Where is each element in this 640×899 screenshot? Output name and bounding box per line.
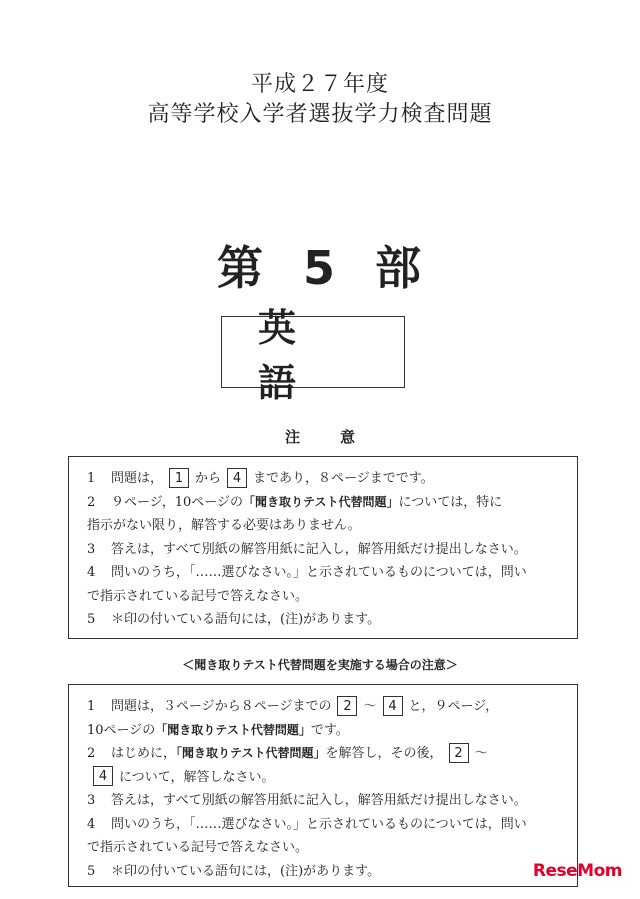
- exam-title: 高等学校入学者選抜学力検査問題: [147, 102, 493, 127]
- notice-item: 1 問題は， 1 から 4 まであり，８ページまでです。: [87, 467, 563, 491]
- alt-notice-item: 2 はじめに，「聞き取りテスト代替問題」を解答し，その後， 2 ～: [87, 742, 563, 766]
- alt-notice-item-continuation: 4 について，解答しなさい。: [87, 766, 563, 790]
- alt-notice-item-continuation: 10ページの「聞き取りテスト代替問題」です。: [87, 722, 349, 738]
- alt-notice-item: 1 問題は，３ページから８ページまでの 2 ～ 4 と，９ページ，: [87, 695, 563, 719]
- page-header: [0, 70, 640, 130]
- question-number-box: 1: [169, 468, 189, 488]
- notice-item: 5 ＊印の付いている語句には，(注)があります。: [87, 612, 381, 627]
- exam-year: 平成２７年度: [250, 72, 389, 97]
- subject-label: 英語: [258, 306, 333, 405]
- notice-item: 3 答えは，すべて別紙の解答用紙に記入し，解答用紙だけ提出しなさい。: [87, 541, 527, 557]
- part-number: 5: [302, 241, 337, 295]
- notice-item: 4 問いのうち，「……選びなさい。」と示されているものについては，問い: [87, 565, 527, 580]
- part-bu: 部: [375, 241, 423, 295]
- notice-item: 2 ９ページ，10ページの「聞き取りテスト代替問題」については，特に: [87, 494, 503, 510]
- notice-item-continuation: で指示されている記号で答えなさい。: [87, 588, 309, 604]
- notice-box: [68, 456, 578, 639]
- alt-notice-item-continuation: で指示されている記号で答えなさい。: [87, 840, 309, 855]
- alt-notice-item: 4 問いのうち，「……選びなさい。」と示されているものについては，問い: [87, 816, 527, 832]
- question-number-box: 4: [93, 766, 113, 786]
- subject-box: [221, 306, 405, 405]
- part-heading: [0, 232, 640, 298]
- part-dai: 第: [216, 241, 265, 295]
- notice-item-continuation: 指示がない限り，解答する必要はありません。: [87, 518, 361, 533]
- resemom-logo: ReseMom: [532, 861, 622, 881]
- notice-title: 注意: [284, 428, 395, 446]
- alt-notice-box: [68, 684, 578, 887]
- question-number-box: 4: [227, 468, 247, 488]
- question-number-box: 4: [383, 696, 403, 716]
- alt-notice-item: 3 答えは，すべて別紙の解答用紙に記入し，解答用紙だけ提出しなさい。: [87, 793, 527, 808]
- alt-notice-item: 5 ＊印の付いている語句には，(注)があります。: [87, 863, 381, 879]
- question-number-box: 2: [449, 743, 469, 763]
- question-number-box: 2: [337, 696, 357, 716]
- alt-notice-title: ＜聞き取りテスト代替問題を実施する場合の注意＞: [182, 658, 458, 672]
